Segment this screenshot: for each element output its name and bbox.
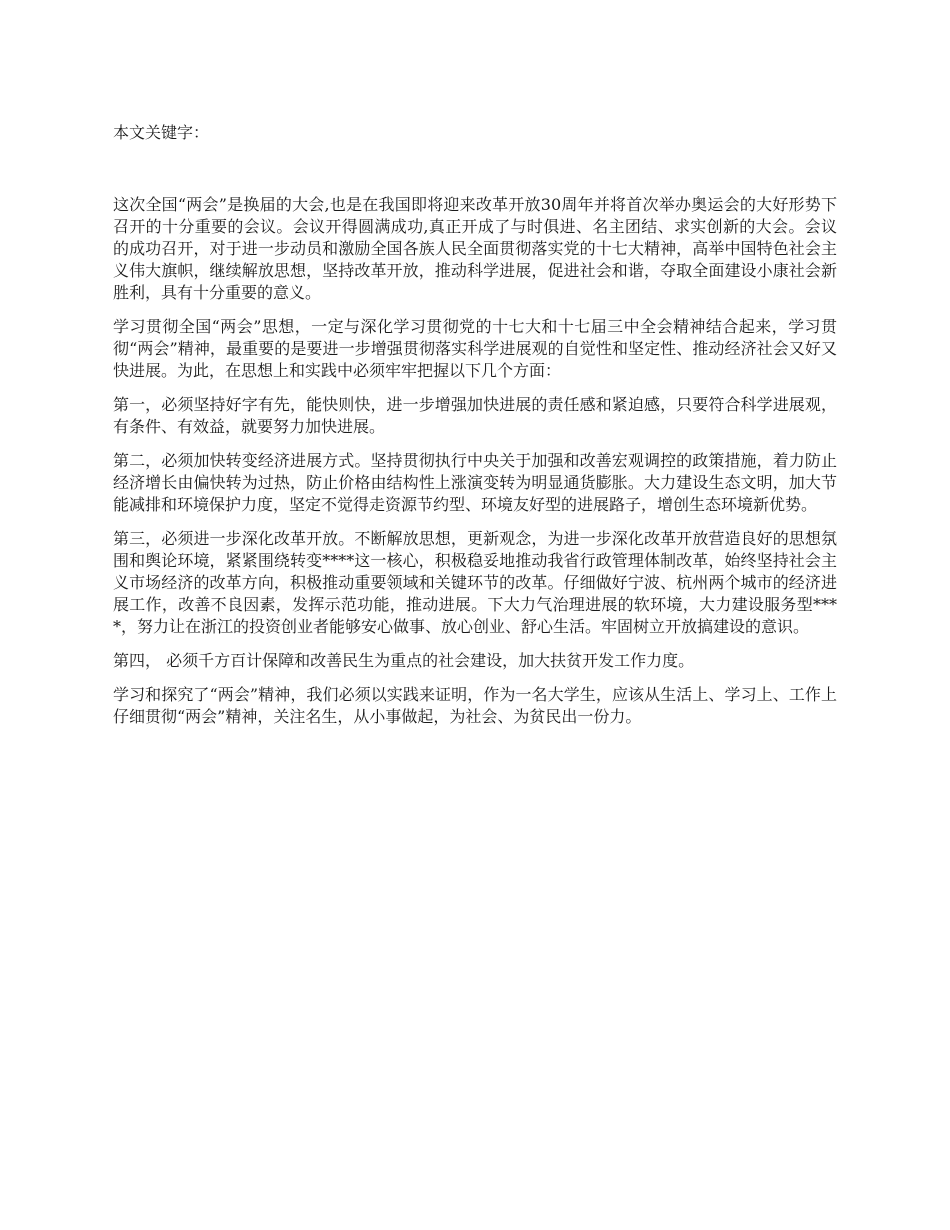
- document-page: [113, 122, 837, 740]
- paragraph-5: 第三，必须进一步深化改革开放。不断解放思想，更新观念，为进一步深化改革开放营造良好的思想氛围和舆论环境，紧紧围绕转变****这一核心，积极稳妥地推动我省行政管理体制改革，始终坚持社会主义市场经济的改革方向，积极推动重要领域和关键环节的改革。仔细做好宁波、杭州两个城市的经济进展工作，改善不良因素，发挥示范功能，推动进展。下大力气治理进展的软环境，大力建设服务型****，努力让在浙江的投资创业者能够安心做事、放心创业、舒心生活。牢固树立开放搞建设的意识。: [113, 529, 837, 636]
- paragraph-2: 学习贯彻全国“两会”思想，一定与深化学习贯彻党的十七大和十七届三中全会精神结合起来，学习贯彻“两会”精神，最重要的是要进一步增强贯彻落实科学进展观的自觉性和坚定性、推动经济社会又好又快进展。为此，在思想上和实践中必须牢牢把握以下几个方面：: [113, 317, 837, 380]
- keywords-label: 本文关键字：: [113, 123, 210, 142]
- paragraph-7: 学习和探究了“两会”精神，我们必须以实践来证明，作为一名大学生，应该从生活上、学习上、工作上仔细贯彻“两会”精神，关注名生，从小事做起，为社会、为贫民出一份力。: [113, 685, 837, 726]
- paragraph-4: 第二，必须加快转变经济进展方式。坚持贯彻执行中央关于加强和改善宏观调控的政策措施，着力防止经济增长由偏快转为过热，防止价格由结构性上涨演变转为明显通货膨胀。大力建设生态文明，加大节能减排和环境保护力度，坚定不觉得走资源节约型、环境友好型的进展路子，增创生态环境新优势。: [113, 451, 837, 514]
- paragraph-6: 第四， 必须千方百计保障和改善民生为重点的社会建设，加大扶贫开发工作力度。: [113, 651, 695, 670]
- paragraph-3: 第一，必须坚持好字有先，能快则快，进一步增强加快进展的责任感和紧迫感，只要符合科学进展观，有条件、有效益，就要努力加快进展。: [113, 395, 837, 436]
- paragraph-1: 这次全国“两会”是换届的大会,也是在我国即将迎来改革开放30周年并将首次举办奥运会的大好形势下召开的十分重要的会议。会议开得圆满成功,真正开成了与时俱进、名主团结、求实创新的大会。会议的成功召开，对于进一步动员和激励全国各族人民全面贯彻落实党的十七大精神，高举中国特色社会主义伟大旗帜，继续解放思想，坚持改革开放，推动科学进展，促进社会和谐，夺取全面建设小康社会新胜利，具有十分重要的意义。: [113, 195, 837, 302]
